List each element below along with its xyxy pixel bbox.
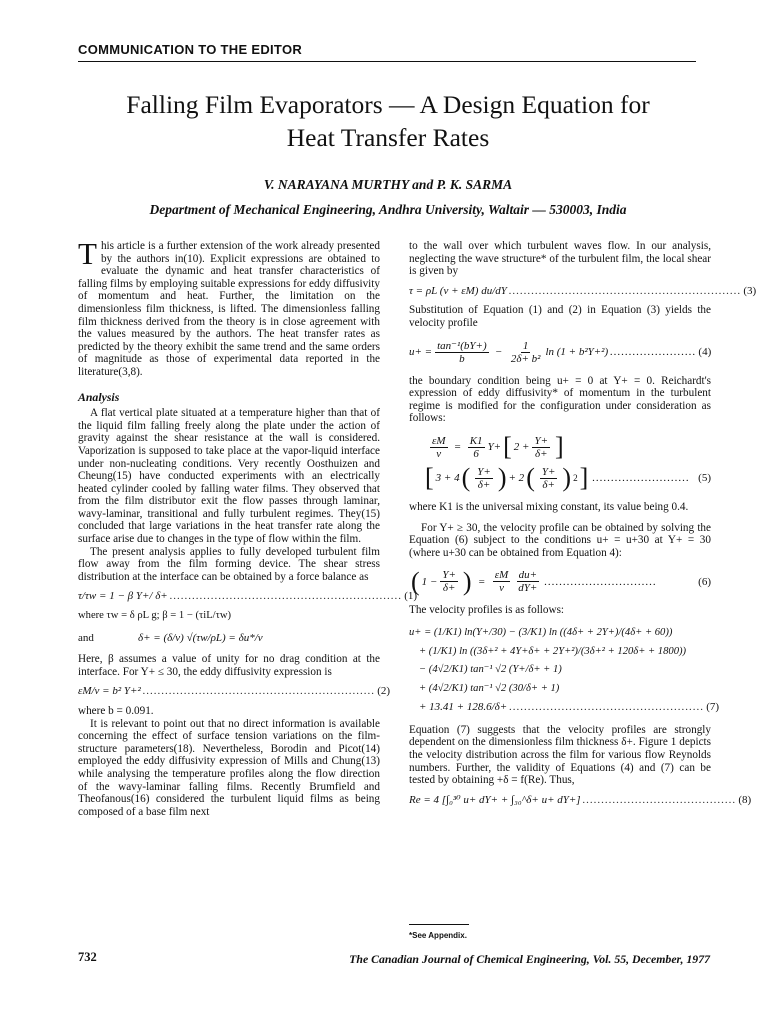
denominator: b <box>459 352 465 365</box>
section-heading-analysis: Analysis <box>78 389 120 404</box>
eq5-two-plus: 2 + <box>513 441 530 454</box>
header-rule <box>78 61 696 62</box>
section-label: COMMUNICATION TO THE EDITOR <box>78 42 303 57</box>
paragraph: Substitution of Equation (1) and (2) in Equation (3) yields the velocity profile <box>409 304 711 329</box>
numerator: tan⁻¹(bY+) <box>437 339 487 352</box>
equation-4: u+ = $\frac{\text{tan⁻¹(bY+)}}{b}$ − $\frac{1}{\text{2δ+ b²}}$ ln (1 + b²Y+²) ....................... (4) <box>409 339 712 365</box>
title-line-2: Heat Transfer Rates <box>286 123 490 152</box>
leader-dots: ......................................... <box>582 793 737 806</box>
paragraph: Here, β assumes a value of unity for no drag condition at the interface. For Y+ ≤ 30, the eddy diffusivity expression is <box>78 653 380 678</box>
leader-dots: .............................................................. <box>142 685 376 698</box>
equation-2 <box>78 685 391 698</box>
numerator: du+ <box>518 569 538 582</box>
eq7-last-line <box>419 701 720 714</box>
eq5-lhs-fraction <box>430 435 448 460</box>
numerator: Y+ <box>534 434 549 447</box>
eq4-fraction-2 <box>509 340 543 365</box>
numerator: Y+ <box>541 465 556 478</box>
right-column <box>409 240 757 813</box>
equation-number: (4) <box>698 345 712 358</box>
eq7-line: + (4√2/K1) tan⁻¹ √2 (30/δ+ + 1) <box>419 682 560 694</box>
equation-6: ( 1 − $\frac{Y+}{\delta+}$ ) = $\frac{\varepsilon M}{\nu}$ $\frac{du+}{dY+}$ .............................. (6) <box>411 566 711 596</box>
numerator: Y+ <box>442 569 456 582</box>
equation-text: εM/ν = b² Y+² <box>78 685 141 698</box>
drop-cap: T <box>78 236 97 271</box>
equation-7 <box>409 626 720 714</box>
equation-number: (5) <box>698 472 711 485</box>
equation-text: τ = ρL (ν + εM) du/dY <box>409 284 507 297</box>
and-label: and <box>78 631 94 644</box>
eq6-eps-fraction <box>493 569 511 594</box>
intro-paragraph <box>78 236 380 379</box>
paragraph: For Y+ ≥ 30, the velocity profile can be obtained by solving the Equation (6) subject to the conditions u+ = u+30 at Y+ = 30 (where u+30 can be obtained from Equation 4): <box>409 521 711 559</box>
paragraph: the boundary condition being u+ = 0 at Y+ = 0. Reichardt's expression of eddy diffusivity* of momentum in the turbulent regime is modified for the configuration under consideration as follows: <box>409 374 711 425</box>
equation-text: + 13.41 + 128.6/δ+ <box>419 701 508 714</box>
page-number: 732 <box>78 950 97 964</box>
equation-number: (1) <box>404 590 418 603</box>
leader-dots: .......................... <box>592 472 690 485</box>
eq6-y-fraction <box>440 569 458 594</box>
affiliation: Department of Mechanical Engineering, Andhra University, Waltair — 530003, India <box>149 202 627 217</box>
denominator: ν <box>499 582 504 595</box>
eq4-tail: ln (1 + b²Y+²) <box>545 345 609 358</box>
eq5-y: Y+ <box>487 441 502 454</box>
equation-number: (3) <box>743 284 757 297</box>
equation-text: τ/τw = 1 − β Y+/ δ+ <box>78 590 168 603</box>
eq5-k-fraction <box>468 435 485 460</box>
eq7-line: u+ = (1/K1) ln(Y+/30) − (3/K1) ln ((4δ+ + 2Y+)/(4δ+ + 60)) <box>409 626 673 638</box>
paragraph: It is relevant to point out that no direct information is available concerning the effect of surface tension variations on the film-structure parameters(18). Nevertheless, Borodin and Picot(14) employed the eddy diffusivity expression of Mills and Chung(13) while analysing the temperature profiles along the flow direction of the wavy-laminar falling films. Recently Brumfield and Theofanous(16) considered the turbulent liquid films as being composed of a base film next <box>78 717 380 818</box>
eq7-line: + (1/K1) ln ((3δ+² + 4Y+δ+ + 2Y+²)/(3δ+² + 120δ+ + 1800)) <box>419 645 687 657</box>
title-line-1: Falling Film Evaporators — A Design Equation for <box>126 90 650 119</box>
leader-dots: ....................... <box>610 345 697 358</box>
equation-5: $\frac{\varepsilon M}{\nu}$ = $\frac{K1}{6}$ Y+ [ 2 + $\frac{Y+}{\delta+}$ ] [ 3 + 4 ( $\frac{Y+}{\delta+}$ ) + 2 ( $\frac{Y+}{\delta+}$ ) 2 ] .......................... (5) <box>425 432 711 493</box>
eq7-line: − (4√2/K1) tan⁻¹ √2 (Y+/δ+ + 1) <box>419 664 562 676</box>
eq4-lhs: u+ = <box>409 345 433 358</box>
denominator: δ+ <box>442 582 456 595</box>
intro-text: his article is a further extension of the work already presented by the authors in(10). Explicit expressions are obtained to evaluate the dynamic and heat transfer characteristics of falling films by employing suitable expressions for eddy diffusivity of momentum and heat. Further, the limitation on the dimensionless film thickness, is lifted. The dimensionless falling film thickness derived from the theory is in close agreement with the values measured by the authors. The heat transfer rates as predicted by the theory exhibit the same trend and the same orders of magnitude as those of experimental data reported in the literature(3,8). <box>78 240 380 378</box>
equation-text: Re = 4 [∫₀³⁰ u+ dY+ + ∫₃₀^δ+ u+ dY+] <box>409 793 581 806</box>
paragraph: A flat vertical plate situated at a temperature higher than that of the liquid film falling freely along the plate under the action of gravity against the shear resistance at the wall is considered. Vaporization is supposed to take place at the vapor-liquid interface under non-nucleating conditions. Very recently Oosthuizen and Cheung(15) have conducted experiments with an electrically heated cylinder cooled by falling water films. They observed that from the film distributor exit the flow passes through laminar, wavy-laminar, transitional and fully turbulent regimes. They(15) concluded that large variations in the heat transfer rate along the surface arise due to changes in the type of flow within the film. <box>78 407 380 546</box>
numerator: 1 <box>522 339 529 352</box>
equation-text: δ+ = (δ/ν) √(τw/ρL) = δu*/ν <box>138 631 263 644</box>
equation-3 <box>409 284 757 298</box>
paragraph: Equation (7) suggests that the velocity profiles are strongly dependent on the dimensionless film thickness δ+. Figure 1 depicts the velocity distribution across the film for various flow Reynolds numbers. Further, the validity of Equations (4) and (7) can be tested by obtaining +δ = f(Re). Thus, <box>409 723 711 787</box>
where-line: where b = 0.091. <box>78 705 154 717</box>
leader-dots: .............................. <box>544 575 657 588</box>
leader-dots: .............................................................. <box>169 590 403 603</box>
left-column <box>78 236 418 818</box>
numerator: εM <box>432 434 446 447</box>
footnote: *See Appendix. <box>409 931 467 940</box>
eq5-plus-two: + 2 <box>508 472 525 485</box>
denominator: dY+ <box>518 582 538 595</box>
numerator: Y+ <box>477 465 491 478</box>
eq6-one-minus: 1 − <box>421 575 438 588</box>
numerator: K1 <box>469 434 483 447</box>
eq4-fraction-1 <box>435 340 489 365</box>
denominator: 6 <box>473 447 479 460</box>
denominator: δ+ <box>477 478 491 491</box>
paragraph: The velocity profiles is as follows: <box>409 604 565 617</box>
eq5-square: 2 <box>573 473 578 484</box>
authors: V. NARAYANA MURTHY and P. K. SARMA <box>263 177 513 192</box>
eq6-du-fraction <box>516 569 539 594</box>
paragraph: to the wall over which turbulent waves flow. In our analysis, neglecting the wave structure* of the turbulent film, the local shear is given by <box>409 240 711 278</box>
eq5-y-fraction-3 <box>540 466 558 491</box>
where-line: where τw = δ ρL g; β = 1 − (τiL/τw) <box>78 610 232 622</box>
equation-number: (6) <box>698 575 711 588</box>
denominator: ν <box>436 447 442 460</box>
paragraph: where K1 is the universal mixing constant, its value being 0.4. <box>409 500 689 513</box>
equation-number: (7) <box>706 701 720 714</box>
eq5-three-plus-four: 3 + 4 <box>435 472 460 485</box>
equation-8 <box>409 793 752 807</box>
equation-1 <box>78 590 418 603</box>
equation-number: (8) <box>738 793 752 806</box>
eq5-y-fraction-2 <box>475 466 493 491</box>
footnote-rule <box>409 924 469 925</box>
eq5-y-fraction <box>532 435 550 460</box>
paragraph: The present analysis applies to fully developed turbulent film flow away from the film forming device. The shear stress distribution at the interface can be obtained by a force balance as <box>78 545 380 583</box>
denominator: δ+ <box>542 478 555 491</box>
denominator: 2δ+ b² <box>510 352 541 365</box>
journal-citation: The Canadian Journal of Chemical Engineering, Vol. 55, December, 1977 <box>349 952 710 966</box>
numerator: εM <box>494 569 509 582</box>
leader-dots: .................................................... <box>509 701 705 714</box>
equation-delta-plus <box>78 632 380 645</box>
denominator: δ+ <box>534 447 548 460</box>
article-title <box>78 88 698 154</box>
eq6-equals: = <box>478 575 485 588</box>
leader-dots: .............................................................. <box>508 284 742 297</box>
equation-number: (2) <box>377 685 391 698</box>
